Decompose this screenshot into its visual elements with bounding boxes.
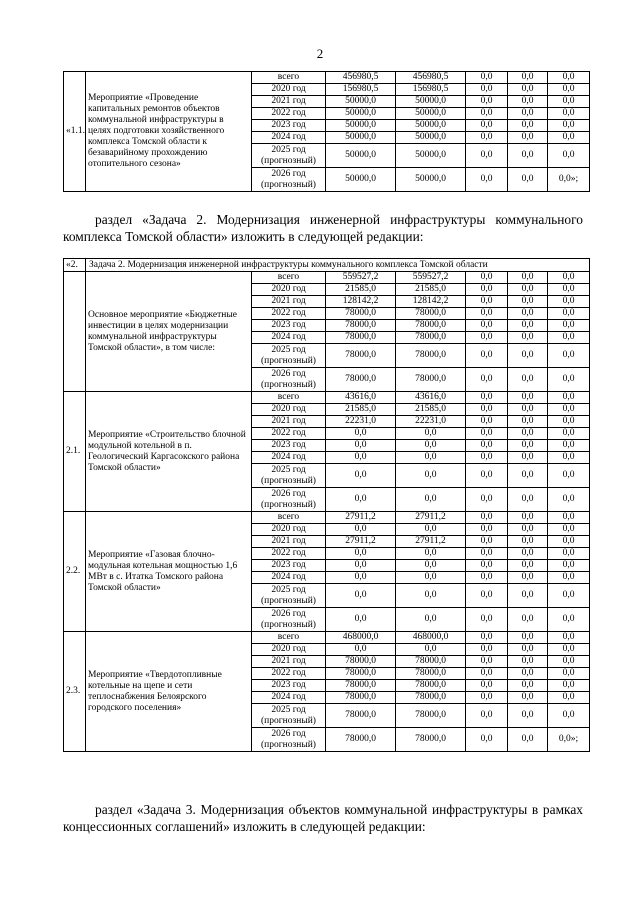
value-cell: 0,0 [466, 560, 508, 572]
value-cell: 0,0 [508, 84, 548, 96]
year-cell: 2021 год [252, 656, 326, 668]
value-cell: 0,0 [548, 308, 590, 320]
value-cell: 0,0 [548, 584, 590, 608]
item-number: «1.1. [64, 72, 86, 192]
value-cell: 0,0»; [548, 728, 590, 752]
value-cell: 0,0 [508, 728, 548, 752]
value-cell: 78000,0 [326, 344, 396, 368]
value-cell: 0,0 [548, 344, 590, 368]
value-cell: 0,0 [548, 632, 590, 644]
value-cell: 0,0 [548, 332, 590, 344]
value-cell: 0,0 [466, 144, 508, 168]
value-cell: 456980,5 [326, 72, 396, 84]
value-cell: 156980,5 [326, 84, 396, 96]
value-cell: 0,0 [508, 548, 548, 560]
page-number: 2 [316, 46, 324, 61]
year-cell: 2022 год [252, 548, 326, 560]
header-number: «2. [64, 259, 86, 272]
value-cell: 0,0 [548, 572, 590, 584]
value-cell: 0,0 [466, 168, 508, 192]
value-cell: 0,0 [508, 560, 548, 572]
year-cell: 2020 год [252, 404, 326, 416]
value-cell: 0,0 [466, 84, 508, 96]
value-cell: 0,0 [548, 704, 590, 728]
year-cell: 2026 год (прогнозный) [252, 488, 326, 512]
value-cell: 0,0 [466, 584, 508, 608]
value-cell: 0,0 [326, 608, 396, 632]
year-cell: 2026 год (прогнозный) [252, 368, 326, 392]
year-cell: 2026 год (прогнозный) [252, 728, 326, 752]
value-cell: 78000,0 [326, 656, 396, 668]
year-cell: 2021 год [252, 536, 326, 548]
value-cell: 0,0 [508, 416, 548, 428]
value-cell: 0,0 [466, 72, 508, 84]
item-number: 2.1. [64, 392, 86, 512]
value-cell: 0,0 [548, 488, 590, 512]
item-number: 2.2. [64, 512, 86, 632]
value-cell: 0,0 [466, 572, 508, 584]
value-cell: 27911,2 [396, 536, 466, 548]
value-cell: 50000,0 [396, 132, 466, 144]
year-cell: всего [252, 392, 326, 404]
value-cell: 0,0 [466, 452, 508, 464]
value-cell: 0,0 [466, 656, 508, 668]
value-cell: 0,0 [326, 464, 396, 488]
value-cell: 0,0 [548, 680, 590, 692]
value-cell: 559527,2 [396, 272, 466, 284]
value-cell: 0,0 [396, 584, 466, 608]
value-cell: 0,0 [326, 428, 396, 440]
value-cell: 78000,0 [396, 704, 466, 728]
value-cell: 78000,0 [396, 368, 466, 392]
value-cell: 0,0 [508, 120, 548, 132]
value-cell: 0,0 [396, 560, 466, 572]
value-cell: 0,0 [466, 284, 508, 296]
value-cell: 0,0 [508, 332, 548, 344]
value-cell: 0,0 [508, 572, 548, 584]
value-cell: 78000,0 [396, 656, 466, 668]
value-cell: 78000,0 [396, 692, 466, 704]
value-cell: 21585,0 [396, 404, 466, 416]
table-row [64, 392, 590, 404]
value-cell: 0,0 [508, 488, 548, 512]
year-cell: 2024 год [252, 572, 326, 584]
value-cell: 0,0 [508, 668, 548, 680]
value-cell: 0,0 [396, 488, 466, 512]
year-cell: 2025 год (прогнозный) [252, 144, 326, 168]
value-cell: 0,0 [548, 464, 590, 488]
value-cell: 0,0 [508, 428, 548, 440]
value-cell: 0,0 [508, 512, 548, 524]
value-cell: 0,0 [466, 440, 508, 452]
year-cell: 2023 год [252, 320, 326, 332]
value-cell: 50000,0 [326, 108, 396, 120]
value-cell: 0,0 [508, 692, 548, 704]
year-cell: 2020 год [252, 84, 326, 96]
value-cell: 0,0 [466, 608, 508, 632]
value-cell: 21585,0 [396, 284, 466, 296]
value-cell: 0,0 [548, 656, 590, 668]
value-cell: 0,0 [466, 108, 508, 120]
value-cell: 0,0 [548, 416, 590, 428]
value-cell: 0,0 [508, 392, 548, 404]
value-cell: 22231,0 [326, 416, 396, 428]
value-cell: 0,0 [508, 296, 548, 308]
value-cell: 78000,0 [396, 728, 466, 752]
value-cell: 0,0 [548, 548, 590, 560]
value-cell: 0,0 [466, 668, 508, 680]
value-cell: 50000,0 [326, 96, 396, 108]
value-cell: 0,0 [548, 144, 590, 168]
value-cell: 0,0 [548, 272, 590, 284]
value-cell: 50000,0 [396, 168, 466, 192]
value-cell: 50000,0 [396, 120, 466, 132]
value-cell: 78000,0 [326, 368, 396, 392]
value-cell: 0,0 [466, 392, 508, 404]
value-cell: 0,0 [466, 132, 508, 144]
year-cell: всего [252, 632, 326, 644]
year-cell: 2022 год [252, 428, 326, 440]
year-cell: 2024 год [252, 692, 326, 704]
value-cell: 0,0 [508, 632, 548, 644]
value-cell: 0,0 [466, 404, 508, 416]
value-cell: 0,0 [508, 272, 548, 284]
value-cell: 0,0 [396, 428, 466, 440]
value-cell: 0,0 [466, 692, 508, 704]
value-cell: 0,0 [466, 416, 508, 428]
value-cell: 0,0 [508, 656, 548, 668]
value-cell: 0,0 [548, 84, 590, 96]
year-cell: 2020 год [252, 644, 326, 656]
value-cell: 0,0 [466, 488, 508, 512]
value-cell: 78000,0 [326, 332, 396, 344]
year-cell: 2024 год [252, 132, 326, 144]
value-cell: 0,0 [466, 308, 508, 320]
year-cell: 2025 год (прогнозный) [252, 584, 326, 608]
value-cell: 0,0 [326, 644, 396, 656]
value-cell: 0,0 [466, 332, 508, 344]
year-cell: 2022 год [252, 108, 326, 120]
value-cell: 0,0 [508, 308, 548, 320]
year-cell: 2021 год [252, 296, 326, 308]
year-cell: 2020 год [252, 284, 326, 296]
value-cell: 0,0 [548, 96, 590, 108]
table-row [64, 632, 590, 644]
value-cell: 0,0 [466, 464, 508, 488]
year-cell: 2022 год [252, 308, 326, 320]
value-cell: 0,0 [466, 728, 508, 752]
value-cell: 0,0 [466, 272, 508, 284]
table-header-row [64, 259, 590, 272]
value-cell: 0,0 [466, 632, 508, 644]
value-cell: 0,0 [508, 704, 548, 728]
value-cell: 0,0 [548, 560, 590, 572]
item-name: Мероприятие «Строительство блочной модульной котельной в п. Геологический Каргасокского района Томской области» [86, 392, 252, 512]
year-cell: 2025 год (прогнозный) [252, 344, 326, 368]
value-cell: 559527,2 [326, 272, 396, 284]
value-cell: 21585,0 [326, 284, 396, 296]
value-cell: 0,0 [326, 548, 396, 560]
value-cell: 50000,0 [326, 144, 396, 168]
value-cell: 0,0 [396, 464, 466, 488]
value-cell: 0,0 [548, 452, 590, 464]
value-cell: 0,0 [508, 524, 548, 536]
value-cell: 78000,0 [396, 668, 466, 680]
value-cell: 0,0 [548, 404, 590, 416]
value-cell: 0,0 [548, 668, 590, 680]
value-cell: 0,0 [466, 548, 508, 560]
value-cell: 0,0 [326, 452, 396, 464]
value-cell: 50000,0 [326, 120, 396, 132]
value-cell: 0,0 [548, 512, 590, 524]
value-cell: 0,0 [548, 536, 590, 548]
year-cell: 2026 год (прогнозный) [252, 608, 326, 632]
value-cell: 128142,2 [326, 296, 396, 308]
value-cell: 0,0 [466, 320, 508, 332]
value-cell: 0,0 [508, 368, 548, 392]
value-cell: 0,0 [548, 608, 590, 632]
value-cell: 0,0 [548, 428, 590, 440]
value-cell: 0,0 [508, 344, 548, 368]
year-cell: 2024 год [252, 332, 326, 344]
value-cell: 0,0 [396, 644, 466, 656]
item-name: Основное мероприятие «Бюджетные инвестиции в целях модернизации коммунальной инфраструктуры Томской области», в том числе: [86, 272, 252, 392]
value-cell: 0,0 [508, 96, 548, 108]
value-cell: 0,0 [548, 108, 590, 120]
value-cell: 78000,0 [396, 680, 466, 692]
year-cell: 2021 год [252, 416, 326, 428]
value-cell: 0,0 [508, 108, 548, 120]
value-cell: 78000,0 [326, 680, 396, 692]
value-cell: 0,0 [466, 512, 508, 524]
value-cell: 50000,0 [396, 144, 466, 168]
value-cell: 0,0 [548, 132, 590, 144]
item-number: 2.3. [64, 632, 86, 752]
value-cell: 78000,0 [326, 728, 396, 752]
item-name: Мероприятие «Проведение капитальных ремонтов объектов коммунальной инфраструктуры в целях подготовки хозяйственного комплекса Томской области к безаварийному прохождению отопительного сезона» [86, 72, 252, 192]
value-cell: 50000,0 [396, 96, 466, 108]
value-cell: 27911,2 [326, 536, 396, 548]
section-paragraph-task-3: раздел «Задача 3. Модернизация объектов коммунальной инфраструктуры в рамках концессионных соглашений» изложить в следующей редакции: [63, 802, 583, 834]
table-row [64, 272, 590, 284]
header-title: Задача 2. Модернизация инженерной инфраструктуры коммунального комплекса Томской области [86, 259, 590, 272]
year-cell: всего [252, 272, 326, 284]
value-cell: 0,0 [548, 368, 590, 392]
year-cell: 2025 год (прогнозный) [252, 464, 326, 488]
year-cell: всего [252, 512, 326, 524]
year-cell: всего [252, 72, 326, 84]
value-cell: 0,0 [508, 144, 548, 168]
value-cell: 22231,0 [396, 416, 466, 428]
value-cell: 0,0 [396, 440, 466, 452]
value-cell: 0,0 [466, 536, 508, 548]
value-cell: 0,0 [508, 608, 548, 632]
year-cell: 2023 год [252, 560, 326, 572]
value-cell: 50000,0 [396, 108, 466, 120]
value-cell: 0,0 [466, 428, 508, 440]
table-row [64, 72, 590, 84]
year-cell: 2024 год [252, 452, 326, 464]
table-task-1-1 [63, 71, 590, 192]
value-cell: 78000,0 [396, 320, 466, 332]
value-cell: 0,0 [508, 320, 548, 332]
value-cell: 0,0 [466, 368, 508, 392]
value-cell: 0,0 [466, 644, 508, 656]
value-cell: 0,0 [548, 644, 590, 656]
year-cell: 2021 год [252, 96, 326, 108]
value-cell: 0,0 [548, 440, 590, 452]
value-cell: 0,0 [396, 524, 466, 536]
value-cell: 0,0 [508, 404, 548, 416]
value-cell: 50000,0 [326, 168, 396, 192]
value-cell: 0,0 [548, 392, 590, 404]
value-cell: 0,0 [326, 572, 396, 584]
value-cell: 78000,0 [326, 308, 396, 320]
value-cell: 0,0 [466, 704, 508, 728]
value-cell: 0,0 [466, 296, 508, 308]
item-name: Мероприятие «Твердотопливные котельные на щепе и сети теплоснабжения Белоярского городского поселения» [86, 632, 252, 752]
year-cell: 2023 год [252, 440, 326, 452]
value-cell: 0,0»; [548, 168, 590, 192]
value-cell: 0,0 [508, 440, 548, 452]
value-cell: 0,0 [548, 524, 590, 536]
value-cell: 0,0 [396, 608, 466, 632]
value-cell: 50000,0 [326, 132, 396, 144]
value-cell: 128142,2 [396, 296, 466, 308]
table-task-2 [63, 258, 590, 752]
table-row [64, 512, 590, 524]
value-cell: 0,0 [508, 72, 548, 84]
value-cell: 0,0 [548, 320, 590, 332]
value-cell: 468000,0 [326, 632, 396, 644]
value-cell: 78000,0 [326, 692, 396, 704]
year-cell: 2020 год [252, 524, 326, 536]
value-cell: 0,0 [326, 524, 396, 536]
year-cell: 2026 год (прогнозный) [252, 168, 326, 192]
value-cell: 78000,0 [396, 344, 466, 368]
value-cell: 78000,0 [326, 704, 396, 728]
value-cell: 0,0 [548, 120, 590, 132]
value-cell: 468000,0 [396, 632, 466, 644]
value-cell: 0,0 [396, 572, 466, 584]
value-cell: 0,0 [466, 96, 508, 108]
value-cell: 0,0 [548, 284, 590, 296]
value-cell: 0,0 [508, 680, 548, 692]
item-name: Мероприятие «Газовая блочно-модульная котельная мощностью 1,6 МВт в с. Итатка Томского района Томской области» [86, 512, 252, 632]
value-cell: 27911,2 [396, 512, 466, 524]
value-cell: 0,0 [326, 584, 396, 608]
value-cell: 0,0 [508, 168, 548, 192]
year-cell: 2023 год [252, 680, 326, 692]
section-paragraph-task-2: раздел «Задача 2. Модернизация инженерной инфраструктуры коммунального комплекса Томской области» изложить в следующей редакции: [63, 212, 583, 244]
value-cell: 156980,5 [396, 84, 466, 96]
value-cell: 43616,0 [396, 392, 466, 404]
value-cell: 0,0 [396, 548, 466, 560]
value-cell: 21585,0 [326, 404, 396, 416]
item-number [64, 272, 86, 392]
value-cell: 0,0 [326, 560, 396, 572]
value-cell: 0,0 [466, 344, 508, 368]
value-cell: 0,0 [396, 452, 466, 464]
value-cell: 0,0 [466, 524, 508, 536]
value-cell: 456980,5 [396, 72, 466, 84]
value-cell: 0,0 [548, 296, 590, 308]
value-cell: 78000,0 [326, 320, 396, 332]
value-cell: 0,0 [508, 536, 548, 548]
value-cell: 78000,0 [326, 668, 396, 680]
value-cell: 0,0 [508, 132, 548, 144]
value-cell: 0,0 [548, 692, 590, 704]
value-cell: 0,0 [326, 440, 396, 452]
value-cell: 0,0 [508, 644, 548, 656]
year-cell: 2025 год (прогнозный) [252, 704, 326, 728]
value-cell: 0,0 [508, 284, 548, 296]
value-cell: 0,0 [548, 72, 590, 84]
value-cell: 0,0 [508, 464, 548, 488]
year-cell: 2023 год [252, 120, 326, 132]
value-cell: 0,0 [466, 120, 508, 132]
value-cell: 27911,2 [326, 512, 396, 524]
value-cell: 78000,0 [396, 308, 466, 320]
year-cell: 2022 год [252, 668, 326, 680]
value-cell: 0,0 [326, 488, 396, 512]
value-cell: 78000,0 [396, 332, 466, 344]
value-cell: 43616,0 [326, 392, 396, 404]
value-cell: 0,0 [466, 680, 508, 692]
value-cell: 0,0 [508, 584, 548, 608]
value-cell: 0,0 [508, 452, 548, 464]
